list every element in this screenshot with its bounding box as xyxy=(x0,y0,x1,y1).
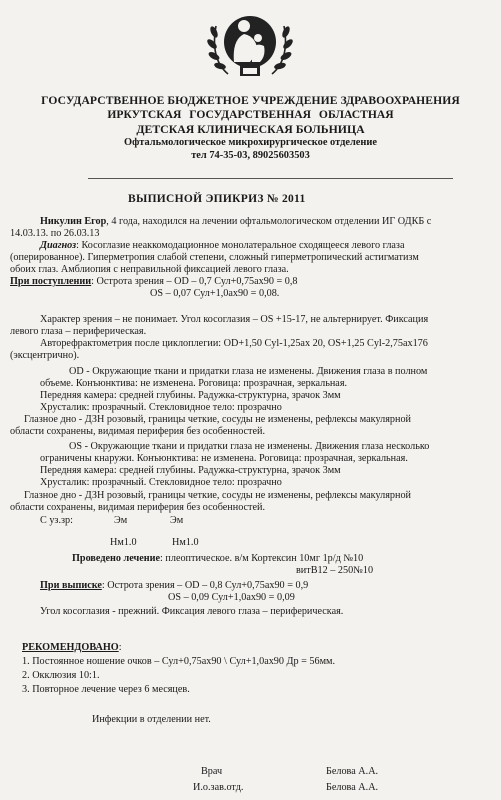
exam-line-10: области сохранены, видимая периферия без особенностей. xyxy=(10,426,266,437)
admission-os: OS – 0,07 Сул+1,0ах90 = 0,08. xyxy=(150,288,280,299)
institution-line-2: ИРКУТСКАЯ ГОСУДАРСТВЕННАЯ ОБЛАСТНАЯ xyxy=(107,108,394,121)
synopt-em-1: Эм xyxy=(114,515,128,526)
institution-line-3: ДЕТСКАЯ КЛИНИЧЕСКАЯ БОЛЬНИЦА xyxy=(136,122,365,136)
exam-line-1: Характер зрения – не понимает. Угол косоглазия – OS +15-17, не альтернирует. Фиксация xyxy=(40,314,429,325)
recommendation-item: 3. Повторное лечение через 6 месяцев. xyxy=(22,684,190,695)
unicef-logo-icon xyxy=(198,4,302,88)
exam-line-2: левого глаза – периферическая. xyxy=(10,326,147,337)
diagnosis-text: : Косоглазие неаккомодационное монолатеральное сходящееся левого глаза xyxy=(76,240,405,251)
doctor-label: Врач xyxy=(201,766,223,777)
recommendation-item: 1. Постоянное ношение очков – Сул+0,75ах90 \ Сул+1,0ах90 Др = 56мм. xyxy=(22,656,336,667)
synopt-nm-2: Нм1.0 xyxy=(172,537,199,548)
exam-line-8: Хрусталик: прозрачный. Стекловидное тело: прозрачно xyxy=(40,402,282,413)
discharge-od xyxy=(40,580,308,592)
exam-line-5: OD - Окружающие ткани и придатки глаза не изменены. Движения глаза в полном xyxy=(69,366,428,377)
recommendation-item: 2. Окклюзия 10:1. xyxy=(22,670,100,681)
infection-note: Инфекции в отделении нет. xyxy=(92,714,211,725)
treatment-line-1 xyxy=(72,553,363,565)
diagnosis-line-1 xyxy=(40,240,404,252)
exam-line-15: Глазное дно - ДЗН розовый, границы четкие, сосуды не изменены, рефлексы макулярной xyxy=(24,490,411,501)
diagnosis-label: Диагноз xyxy=(40,240,77,251)
treatment-text: : плеоптическое. в/м Кортексин 10мг 1р/д №10 xyxy=(160,553,364,564)
intro-text: , 4 года, находился на лечении офтальмологическом отделении ИГ ОДКБ с xyxy=(106,216,432,227)
discharge-os: OS – 0,09 Сул+1,0ах90 = 0,09 xyxy=(168,592,295,603)
exam-line-3: Авторефрактометрия после циклоплегии: OD+1,50 Cyl-1,25ах 20, OS+1,25 Cyl-2,75ах176 xyxy=(40,338,428,349)
exam-line-14: Хрусталик: прозрачный. Стекловидное тело: прозрачно xyxy=(40,477,282,488)
diagnosis-line-2: (оперированное). Гиперметропия слабой степени, сложный гиперметропический астигматизм xyxy=(10,252,419,263)
exam-line-11: OS - Окружающие ткани и придатки глаза не изменены. Движения глаза несколько xyxy=(69,441,430,452)
exam-line-4: (эксцентрично). xyxy=(10,350,80,361)
head-name: Белова А.А. xyxy=(326,782,379,793)
admission-od-text: : Острота зрения – OD – 0,7 Сул+0,75ах90 = 0,8 xyxy=(91,276,298,287)
department-phone: тел 74-35-03, 89025603503 xyxy=(191,150,310,161)
diagnosis-line-3: обоих глаз. Амблиопия с неправильной фиксацией левого глаза. xyxy=(10,264,289,275)
exam-line-7: Передняя камера: средней глубины. Радужка-структурна, зрачок 3мм xyxy=(40,390,341,401)
discharge-od-text: : Острота зрения – OD – 0,8 Сул+0,75ах90 = 0,9 xyxy=(101,580,309,591)
discharge-label: При выписке xyxy=(40,580,102,591)
exam-line-12: ограничены кнаружи. Конъюнктива: не изменена. Роговица: прозрачная, зеркальная. xyxy=(40,453,408,464)
exam-line-13: Передняя камера: средней глубины. Радужка-структурна, зрачок 3мм xyxy=(40,465,341,476)
recommendations-colon: : xyxy=(118,642,122,653)
intro-dates: 14.03.13. по 26.03.13 xyxy=(10,228,100,239)
admission-label: При поступлении xyxy=(10,276,92,287)
doctor-name: Белова А.А. xyxy=(326,766,379,777)
institution-line-1: ГОСУДАРСТВЕННОЕ БЮДЖЕТНОЕ УЧРЕЖДЕНИЕ ЗДРАВООХРАНЕНИЯ xyxy=(41,94,460,107)
department-name: Офтальмологическое микрохирургическое отделение xyxy=(124,137,377,148)
synopt-nm-1: Нм1.0 xyxy=(110,537,137,548)
synopt-em-2: Эм xyxy=(170,515,184,526)
treatment-line-2: витВ12 – 250№10 xyxy=(296,565,374,576)
treatment-label: Проведено лечение xyxy=(72,553,161,564)
exam-line-9: Глазное дно - ДЗН розовый, границы четкие, сосуды не изменены, рефлексы макулярной xyxy=(24,414,411,425)
synopt-label: С уз.зр: xyxy=(40,515,73,526)
exam-line-6: объеме. Конъюнктива: не изменена. Роговица: прозрачная, зеркальная. xyxy=(40,378,348,389)
recommendations-heading xyxy=(22,642,122,654)
discharge-angle: Угол косоглазия - прежний. Фиксация левого глаза – периферическая. xyxy=(40,606,344,617)
patient-name: Никулин Егор xyxy=(40,216,107,227)
admission-od xyxy=(10,276,298,288)
document-title: ВЫПИСНОЙ ЭПИКРИЗ № 2011 xyxy=(128,193,306,205)
head-label: И.о.зав.отд. xyxy=(193,782,244,793)
recommendations-label: РЕКОМЕНДОВАНО xyxy=(22,642,119,653)
intro-line-1 xyxy=(40,216,431,228)
exam-line-16: области сохранены, видимая периферия без особенностей. xyxy=(10,502,266,513)
header-divider xyxy=(88,178,453,179)
